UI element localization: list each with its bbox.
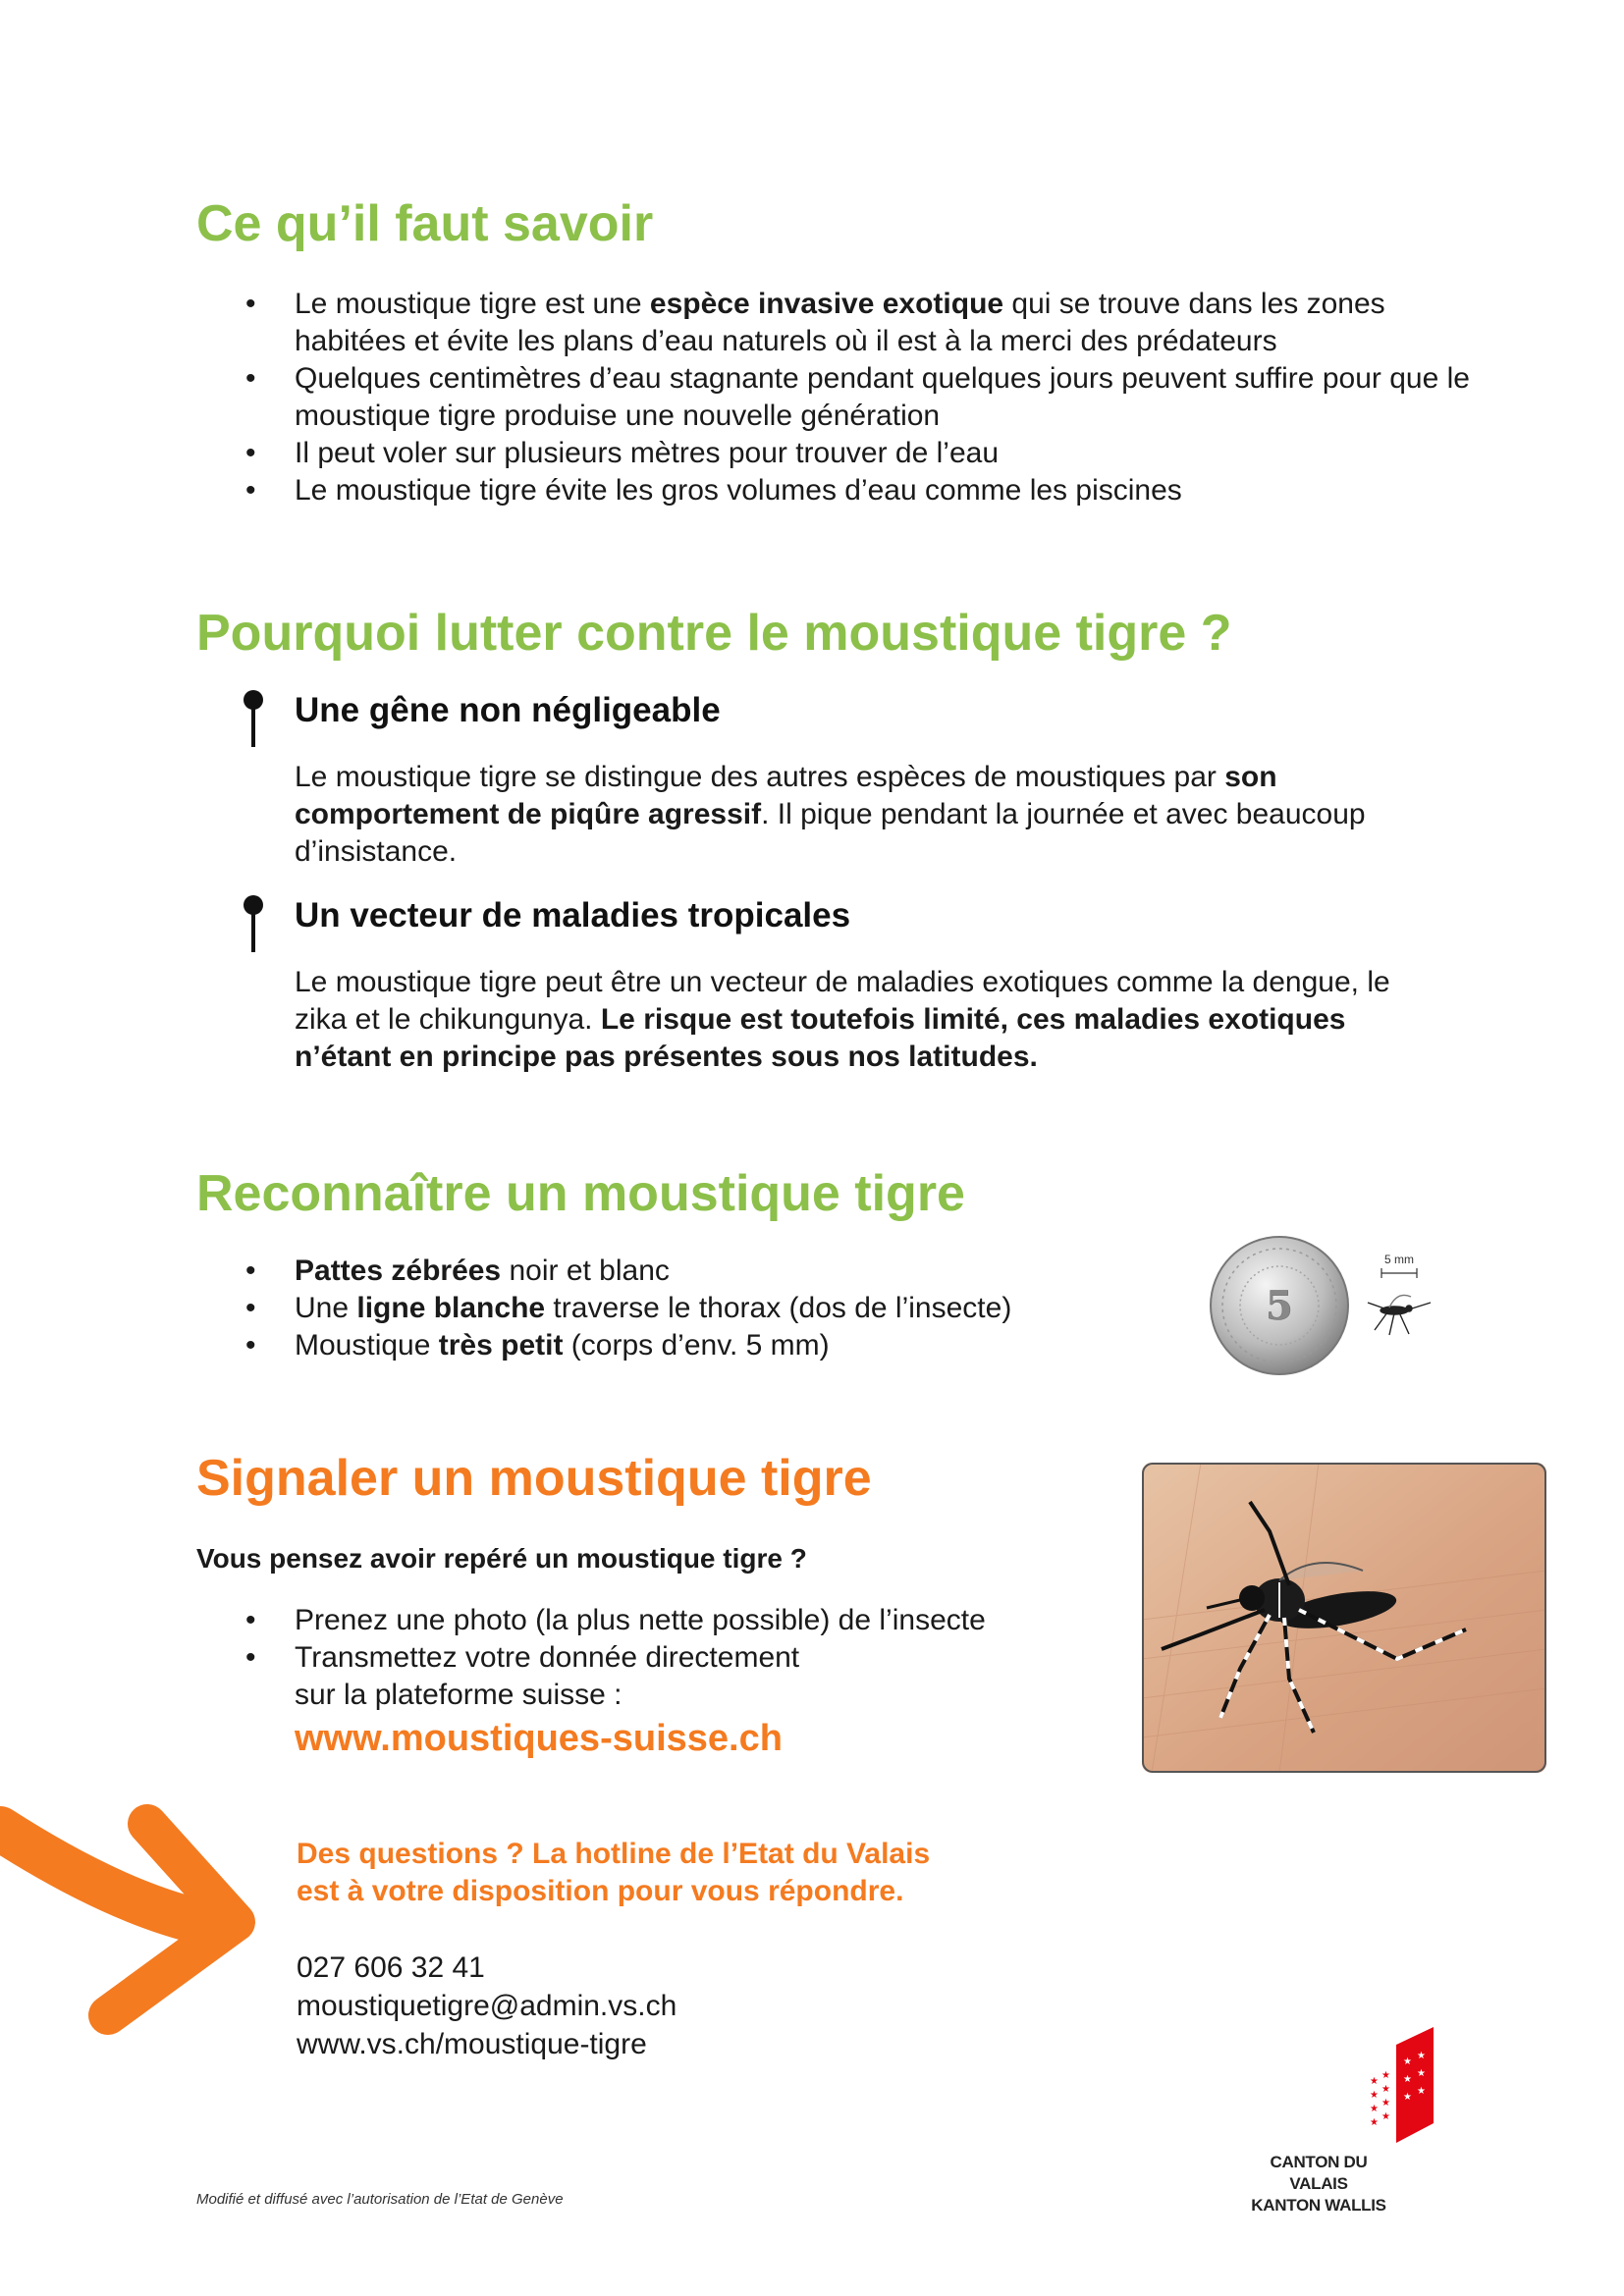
paragraph-vector: Le moustique tigre peut être un vecteur de maladies exotiques comme la dengue, le zika et le chikungunya. Le risque est toutefois limité, ces maladies exotiques n’étant en principe pas présentes sous nos latitudes. (295, 966, 1390, 1073)
svg-text:★: ★ (1370, 2117, 1379, 2128)
paragraph-nuisance: Le moustique tigre se distingue des autres espèces de moustiques par son comportement de piqûre agressif. Il pique pendant la journée et avec beaucoup d’insistance. (295, 761, 1366, 868)
canton-name: CANTON DU VALAIS KANTON WALLIS (1251, 2153, 1386, 2215)
heading-why-fight: Pourquoi lutter contre le moustique tigre ? (196, 605, 1232, 662)
list-item: • Pattes zébrées noir et blanc (196, 1253, 1178, 1290)
hotline-website[interactable]: www.vs.ch/moustique-tigre (297, 2028, 647, 2060)
svg-text:★: ★ (1381, 2111, 1390, 2122)
list-item: • Une ligne blanche traverse le thorax (dos de l’insecte) (196, 1290, 1178, 1327)
mosquito-photo (1142, 1463, 1546, 1773)
scale-label: 5 mm (1384, 1253, 1414, 1266)
svg-text:★: ★ (1370, 2076, 1379, 2087)
hotline-email[interactable]: moustiquetigre@admin.vs.ch (297, 1990, 677, 2022)
coin-icon (1211, 1237, 1348, 1374)
report-list (196, 1602, 1080, 1714)
svg-text:★: ★ (1417, 2068, 1426, 2079)
facts-list (196, 286, 1473, 509)
svg-text:★: ★ (1403, 2056, 1412, 2067)
list-item: • Quelques centimètres d’eau stagnante pendant quelques jours peuvent suffire pour que le moustique tigre produise une nouvelle génération (196, 360, 1473, 435)
svg-text:★: ★ (1370, 2090, 1379, 2101)
heading-recognize: Reconnaître un moustique tigre (196, 1165, 965, 1222)
mosquito-icon (1368, 1295, 1431, 1335)
list-item: • Transmettez votre donnée directement sur la plateforme suisse : (196, 1639, 1080, 1714)
size-comparison-illustration (1203, 1232, 1448, 1379)
svg-text:★: ★ (1381, 2098, 1390, 2109)
svg-text:★: ★ (1370, 2104, 1379, 2114)
svg-text:★: ★ (1417, 2086, 1426, 2097)
list-item: • Il peut voler sur plusieurs mètres pour trouver de l’eau (196, 435, 1473, 472)
list-item: • Prenez une photo (la plus nette possible) de l’insecte (196, 1602, 1080, 1639)
moustiques-suisse-link[interactable]: www.moustiques-suisse.ch (295, 1718, 783, 1759)
list-item: • Moustique très petit (corps d’env. 5 mm) (196, 1327, 1178, 1364)
coin-value: 5 (1266, 1283, 1293, 1329)
report-question: Vous pensez avoir repéré un moustique tigre ? (196, 1543, 807, 1574)
valais-flag-icon (1360, 2027, 1434, 2143)
pin-icon (244, 690, 263, 747)
svg-text:★: ★ (1381, 2070, 1390, 2081)
subheading-nuisance: Une gêne non négligeable (295, 691, 721, 729)
svg-text:★: ★ (1381, 2084, 1390, 2095)
svg-text:★: ★ (1403, 2074, 1412, 2085)
heading-what-to-know: Ce qu’il faut savoir (196, 195, 654, 252)
hotline-phone[interactable]: 027 606 32 41 (297, 1951, 485, 1984)
scale-bar (1381, 1253, 1417, 1278)
svg-text:★: ★ (1417, 2051, 1426, 2061)
list-item: • Le moustique tigre évite les gros volumes d’eau comme les piscines (196, 472, 1473, 509)
list-item: • Le moustique tigre est une espèce invasive exotique qui se trouve dans les zones habitées et évite les plans d’eau naturels où il est à la merci des prédateurs (196, 286, 1473, 360)
arrow-icon (0, 1804, 265, 2050)
hotline-line2: est à votre disposition pour vous répondre. (297, 1875, 904, 1907)
heading-report: Signaler un moustique tigre (196, 1450, 872, 1507)
hotline-line1: Des questions ? La hotline de l’Etat du Valais (297, 1838, 931, 1870)
pin-icon (244, 895, 263, 952)
recognize-list (196, 1253, 1178, 1364)
subheading-vector: Un vecteur de maladies tropicales (295, 896, 851, 934)
svg-text:★: ★ (1403, 2092, 1412, 2103)
footer-note: Modifié et diffusé avec l’autorisation de l’Etat de Genève (196, 2191, 564, 2208)
